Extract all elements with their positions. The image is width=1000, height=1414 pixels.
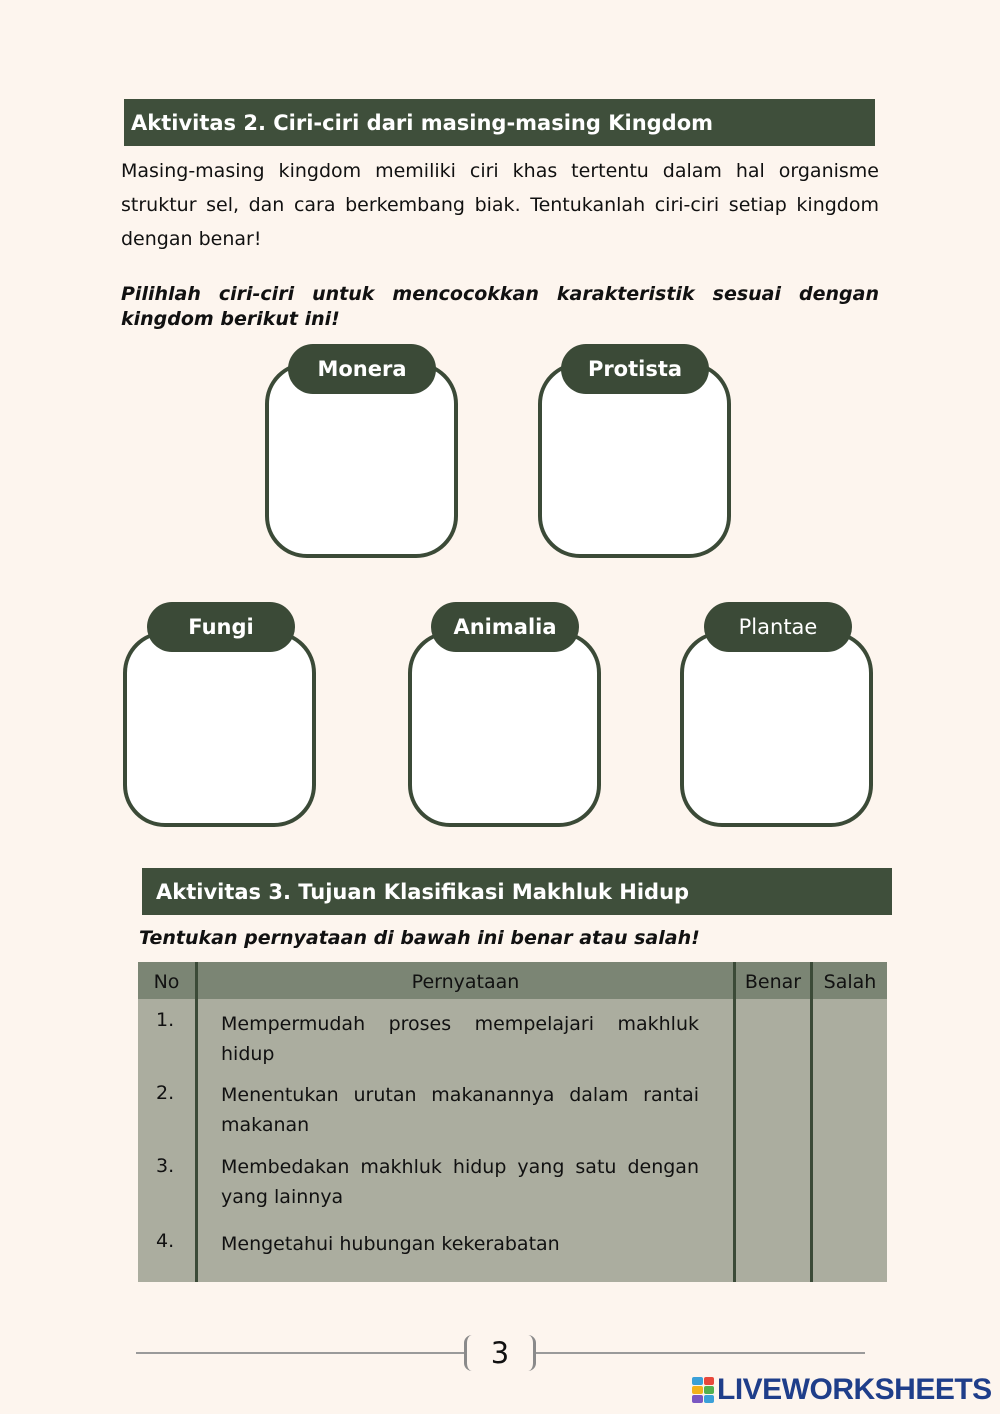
header-false: Salah — [823, 971, 877, 993]
page-number: 3 — [464, 1335, 536, 1371]
dropzone-fungi[interactable] — [123, 631, 316, 827]
row-number: 1. — [156, 1009, 175, 1031]
kingdom-label-monera: Monera — [288, 344, 436, 394]
true-false-table — [138, 962, 887, 1282]
header-no: No — [153, 971, 180, 993]
activity-2-intro: Masing-masing kingdom memiliki ciri khas tertentu dalam hal organisme struktur sel, dan cara berkembang biak. Tentukanlah ciri-ciri setiap kingdom dengan benar! — [121, 160, 879, 250]
answer-cell-true[interactable] — [736, 1146, 810, 1216]
liveworksheets-logo-icon — [692, 1377, 714, 1403]
liveworksheets-brand: LIVEWORKSHEETS — [717, 1373, 992, 1406]
activity-3-header — [142, 868, 892, 915]
kingdom-label-fungi: Fungi — [147, 602, 295, 652]
row-number: 2. — [156, 1082, 175, 1104]
activity-3-instruction: Tentukan pernyataan di bawah ini benar atau salah! — [139, 927, 700, 949]
row-number: 4. — [156, 1230, 175, 1252]
dropzone-plantae[interactable] — [680, 631, 873, 827]
answer-cell-false[interactable] — [813, 1218, 887, 1280]
kingdom-label-plantae: Plantae — [704, 602, 852, 652]
row-statement: Mempermudah proses mempelajari makhluk hidup — [221, 1013, 699, 1065]
activity-2-instruction: Pilihlah ciri-ciri untuk mencocokkan karakteristik sesuai dengan kingdom berikut ini! — [121, 283, 879, 330]
kingdom-label-animalia: Animalia — [431, 602, 579, 652]
dropzone-animalia[interactable] — [408, 631, 601, 827]
row-statement: Menentukan urutan makanannya dalam rantai makanan — [221, 1084, 699, 1136]
footer-divider-right — [534, 1352, 865, 1354]
row-number: 3. — [156, 1155, 175, 1177]
activity-2-header — [124, 99, 875, 146]
answer-cell-false[interactable] — [813, 1002, 887, 1072]
answer-cell-false[interactable] — [813, 1146, 887, 1216]
header-true: Benar — [744, 971, 802, 993]
row-statement: Mengetahui hubungan kekerabatan — [221, 1233, 560, 1255]
row-statement: Membedakan makhluk hidup yang satu dengan yang lainnya — [221, 1156, 699, 1208]
answer-cell-true[interactable] — [736, 1002, 810, 1072]
answer-cell-false[interactable] — [813, 1074, 887, 1144]
liveworksheets-logo — [692, 1372, 992, 1408]
footer-divider-left — [136, 1352, 466, 1354]
kingdom-label-protista: Protista — [561, 344, 709, 394]
column-divider — [195, 962, 198, 1282]
answer-cell-true[interactable] — [736, 1218, 810, 1280]
answer-cell-true[interactable] — [736, 1074, 810, 1144]
activity-3-title: Aktivitas 3. Tujuan Klasifikasi Makhluk Hidup — [156, 879, 690, 904]
header-statement: Pernyataan — [411, 971, 520, 993]
activity-2-title: Aktivitas 2. Ciri-ciri dari masing-masing Kingdom — [131, 110, 714, 135]
